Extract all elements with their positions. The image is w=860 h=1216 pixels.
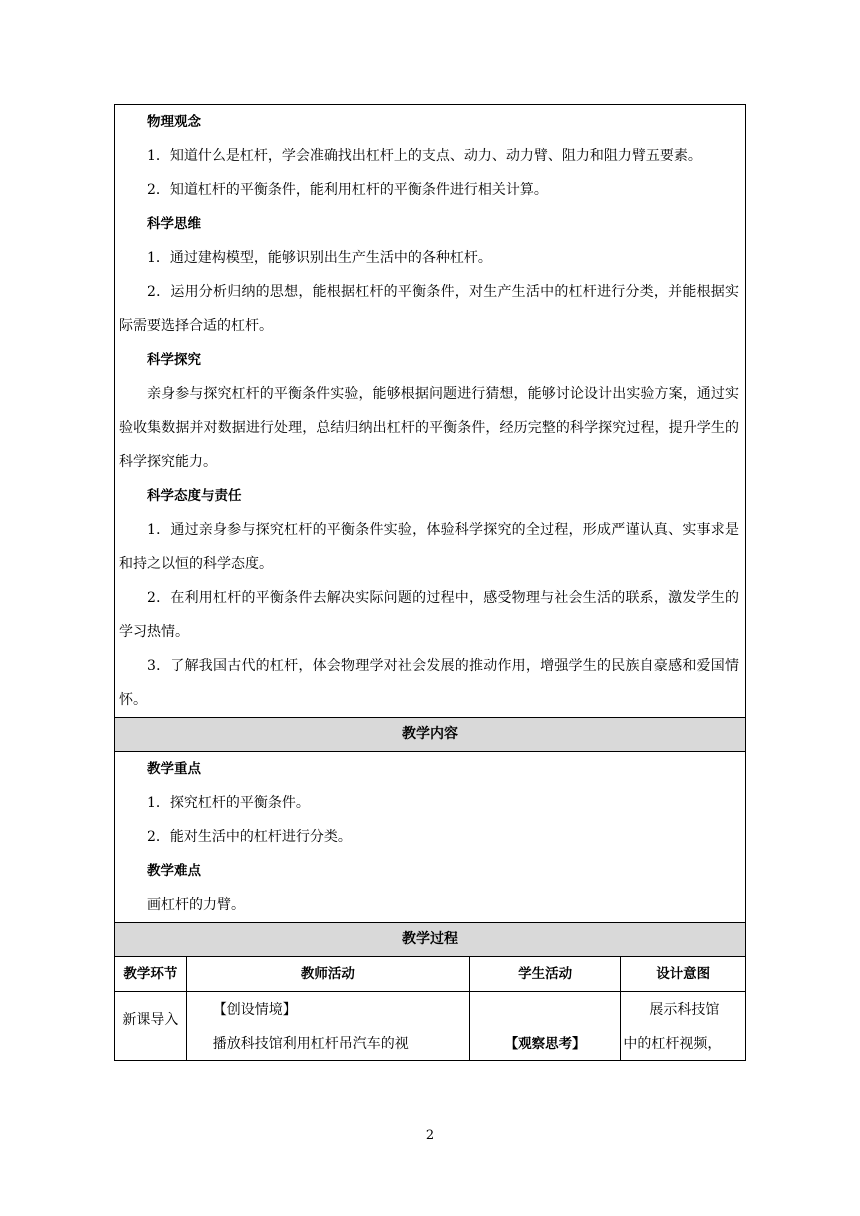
stage-label: 新课导入 xyxy=(122,1012,179,1028)
difficulty-heading: 教学难点 xyxy=(147,863,201,879)
column-header-intent: 设计意图 xyxy=(656,966,711,982)
design-intent-line: 中的杠杆视频， xyxy=(623,1036,722,1052)
teaching-process-title: 教学过程 xyxy=(115,923,745,957)
column-header-student: 学生活动 xyxy=(470,957,622,991)
difficulty-item: 画杠杆的力臂。 xyxy=(147,897,245,913)
objective-item: 3．了解我国古代的杠杆，体会物理学对社会发展的推动作用，增强学生的民族自豪感和爱国情怀。 xyxy=(119,658,739,708)
design-intent-cell xyxy=(621,992,745,1060)
teacher-activity-cell xyxy=(187,992,470,1060)
table-row xyxy=(115,992,745,1060)
student-activity-label: 【观察思考】 xyxy=(504,1036,586,1052)
physics-concept-heading: 物理观念 xyxy=(147,114,201,130)
key-point-item: 1．探究杠杆的平衡条件。 xyxy=(147,795,310,811)
teacher-activity-line: 【创设情境】 xyxy=(212,1002,297,1018)
column-header-stage: 教学环节 xyxy=(115,957,187,991)
content-section xyxy=(115,752,745,923)
objective-item: 2．在利用杠杆的平衡条件去解决实际问题的过程中，感受物理与社会生活的联系，激发学生的学习热情。 xyxy=(119,590,739,640)
process-header-row xyxy=(115,957,745,992)
attitude-heading: 科学态度与责任 xyxy=(147,488,242,504)
objective-item: 2．知道杠杆的平衡条件，能利用杠杆的平衡条件进行相关计算。 xyxy=(147,182,548,198)
design-intent-line: 展示科技馆 xyxy=(649,1002,720,1018)
key-points-heading: 教学重点 xyxy=(147,761,201,777)
stage-cell xyxy=(115,992,187,1060)
objective-item: 亲身参与探究杠杆的平衡条件实验，能够根据问题进行猜想，能够讨论设计出实验方案，通过实验收集数据并对数据进行处理，总结归纳出杠杆的平衡条件，经历完整的科学探究过程，提升学生的科学探究能力。 xyxy=(119,386,739,470)
page-number: 2 xyxy=(425,1128,435,1143)
objective-item: 2．运用分析归纳的思想，能根据杠杆的平衡条件，对生产生活中的杠杆进行分类，并能根据实际需要选择合适的杠杆。 xyxy=(119,284,739,334)
objective-item: 1．通过建构模型，能够识别出生产生活中的各种杠杆。 xyxy=(147,250,492,266)
scientific-inquiry-heading: 科学探究 xyxy=(147,352,201,368)
objective-item: 1．知道什么是杠杆，学会准确找出杠杆上的支点、动力、动力臂、阻力和阻力臂五要素。 xyxy=(147,148,702,164)
column-header-teacher: 教师活动 xyxy=(187,957,470,991)
student-activity-cell xyxy=(470,992,622,1060)
scientific-thinking-heading: 科学思维 xyxy=(147,216,201,232)
teacher-activity-line: 播放科技馆利用杠杆吊汽车的视 xyxy=(212,1036,409,1052)
teaching-content-title: 教学内容 xyxy=(115,718,745,752)
lesson-plan-table xyxy=(114,104,746,1061)
objectives-section xyxy=(115,105,745,718)
key-point-item: 2．能对生活中的杠杆进行分类。 xyxy=(147,829,352,845)
objective-item: 1．通过亲身参与探究杠杆的平衡条件实验，体验科学探究的全过程，形成严谨认真、实事求是和持之以恒的科学态度。 xyxy=(119,522,739,572)
